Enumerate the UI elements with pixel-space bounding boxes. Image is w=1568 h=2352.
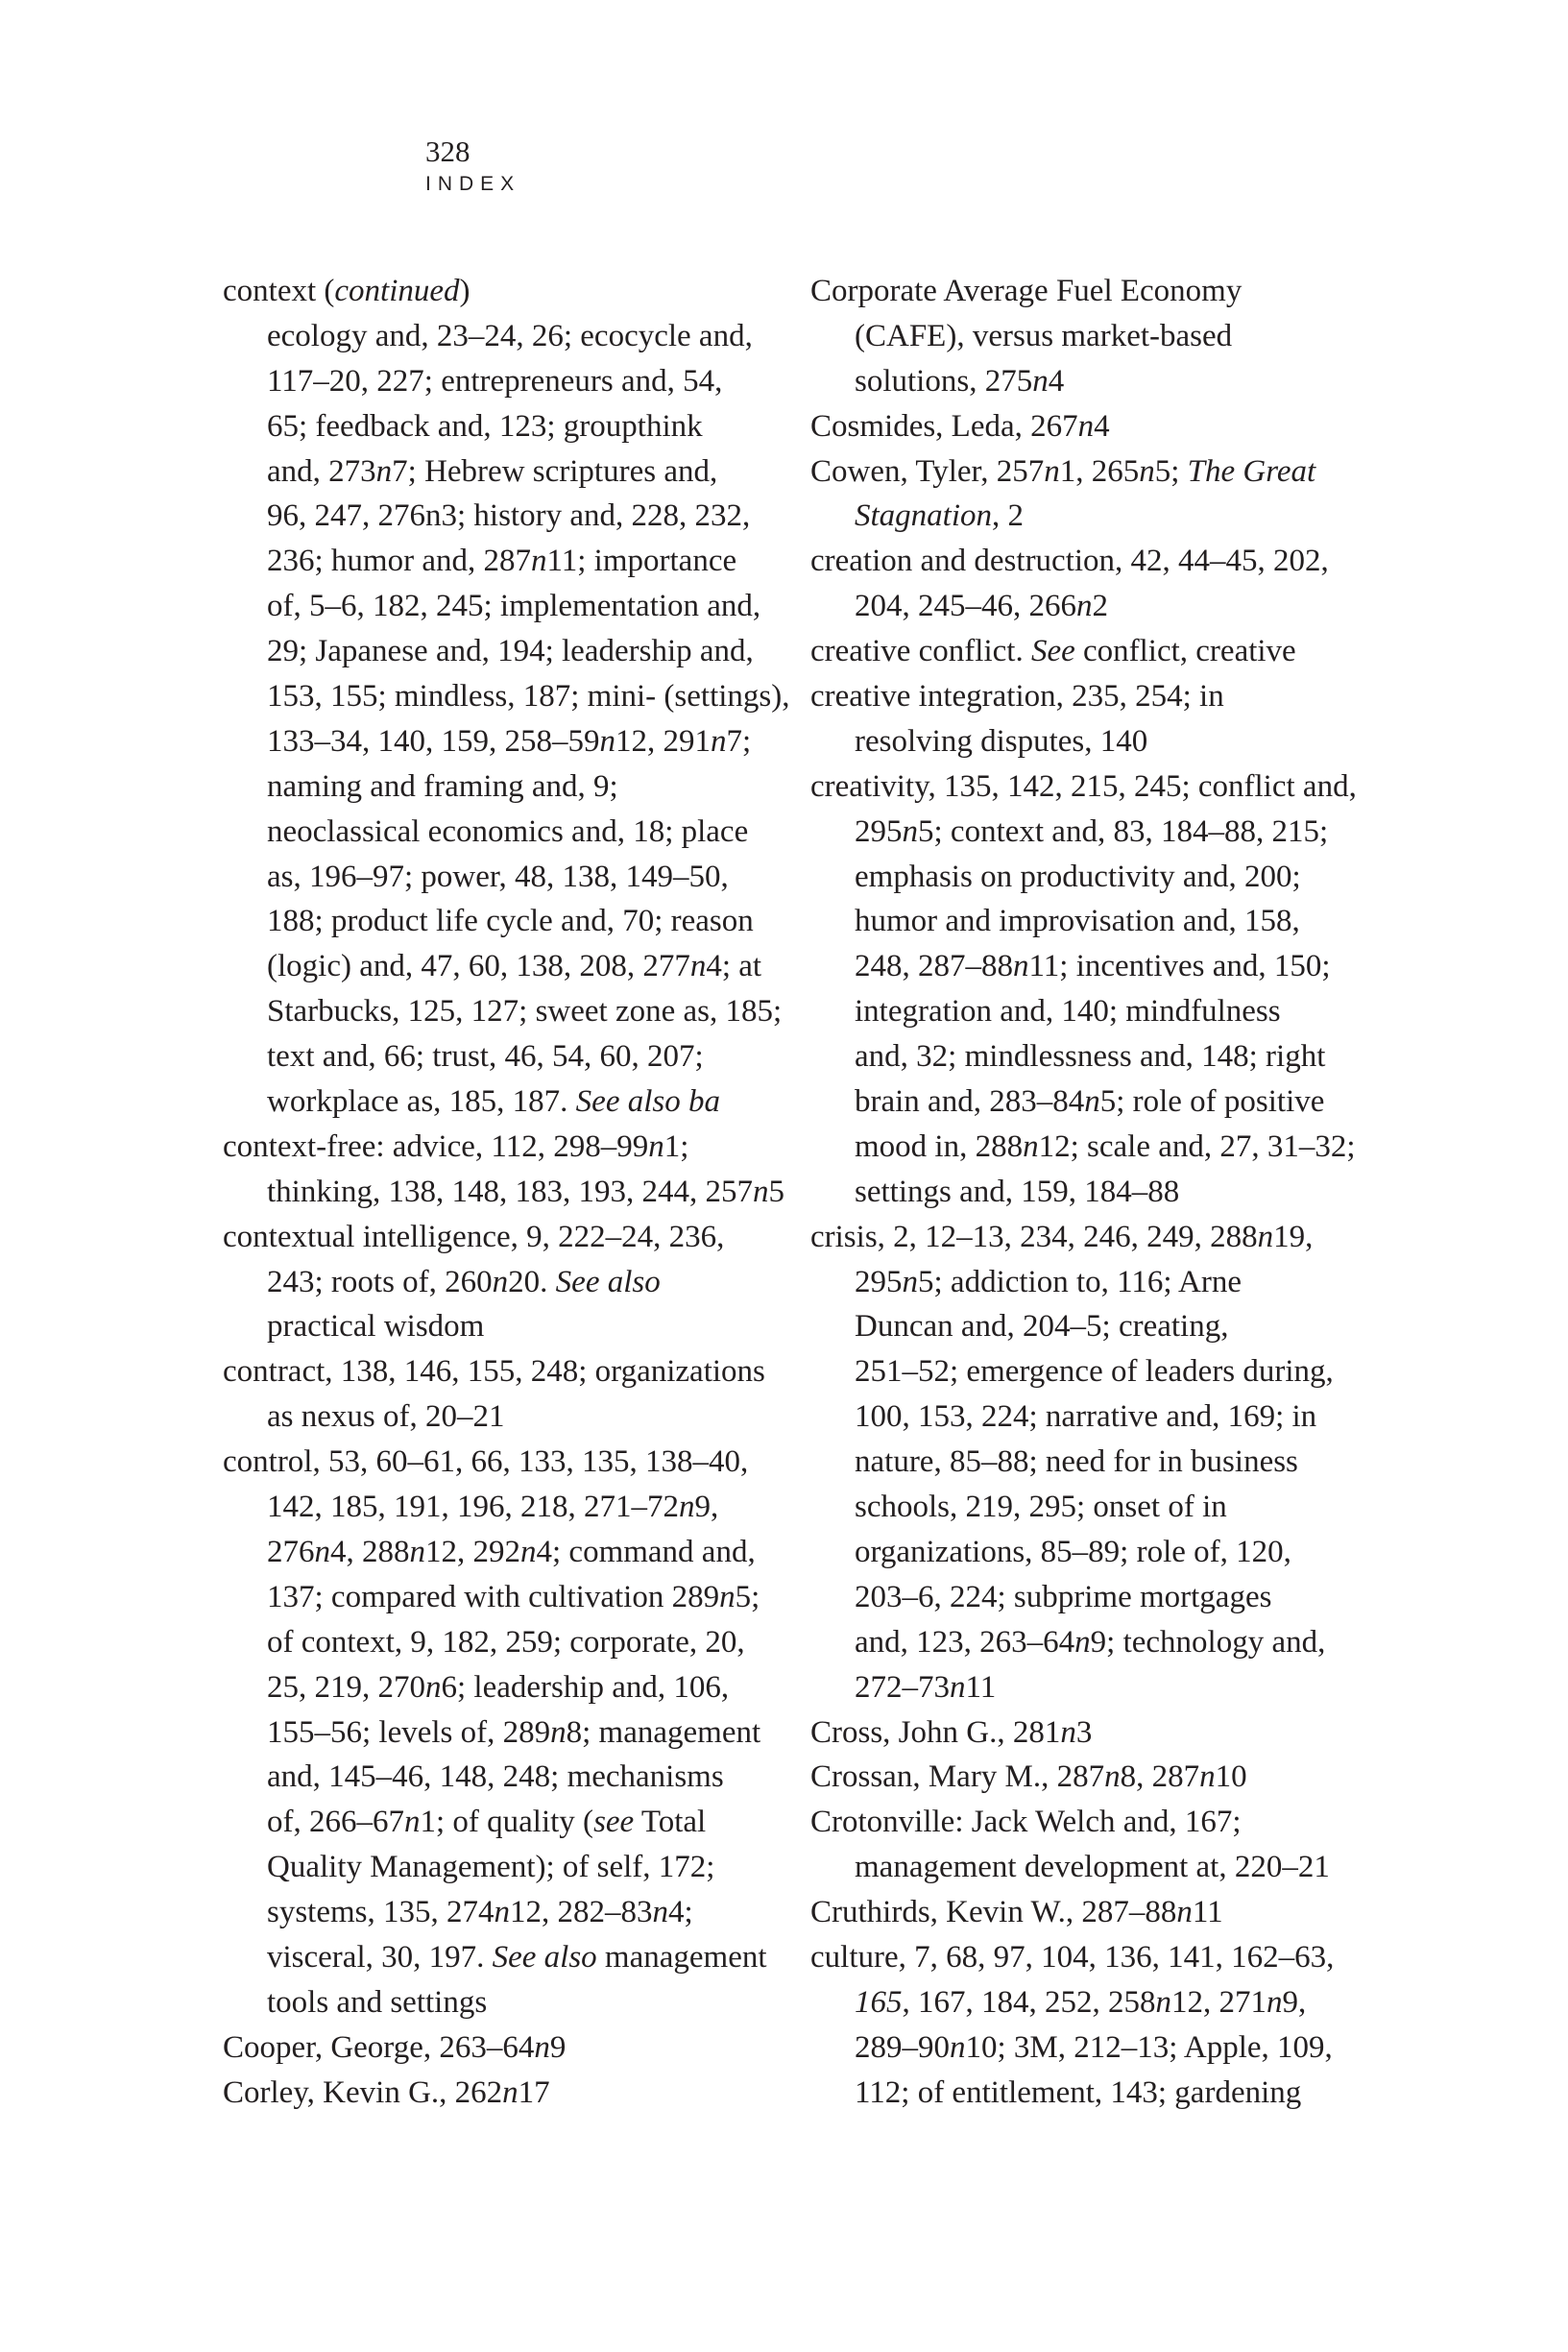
index-subentry-line: 272–73n11	[855, 1669, 997, 1705]
index-entry-line: crisis, 2, 12–13, 234, 246, 249, 288n19,	[810, 1219, 1314, 1254]
index-subentry-line: text and, 66; trust, 46, 54, 60, 207;	[267, 1039, 704, 1075]
index-subentry-line: 96, 247, 276n3; history and, 228, 232,	[267, 498, 751, 534]
index-subentry-line: 117–20, 227; entrepreneurs and, 54,	[267, 363, 723, 399]
index-entry-line: creativity, 135, 142, 215, 245; conflict and,	[810, 768, 1357, 804]
index-subentry-line: emphasis on productivity and, 200;	[855, 859, 1301, 894]
index-entry-line: context (continued)	[223, 274, 470, 308]
index-entry-line: contextual intelligence, 9, 222–24, 236,	[223, 1219, 725, 1254]
index-subentry-line: mood in, 288n12; scale and, 27, 31–32;	[855, 1128, 1356, 1164]
index-subentry-line: solutions, 275n4	[855, 363, 1065, 399]
index-entry-line: Corley, Kevin G., 262n17	[223, 2074, 550, 2110]
index-subentry-line: 100, 153, 224; narrative and, 169; in	[855, 1399, 1317, 1435]
index-subentry-line: and, 145–46, 148, 248; mechanisms	[267, 1759, 724, 1795]
index-subentry-line: as nexus of, 20–21	[267, 1399, 505, 1435]
index-subentry-line: Stagnation, 2	[855, 498, 1025, 534]
index-subentry-line: systems, 135, 274n12, 282–83n4;	[267, 1895, 693, 1930]
index-subentry-line: practical wisdom	[267, 1309, 485, 1345]
index-subentry-line: brain and, 283–84n5; role of positive	[855, 1084, 1325, 1120]
index-entry-line: creation and destruction, 42, 44–45, 202,	[810, 544, 1329, 579]
index-subentry-line: 251–52; emergence of leaders during,	[855, 1354, 1334, 1390]
page-number: 328	[425, 134, 470, 168]
index-subentry-line: integration and, 140; mindfulness	[855, 994, 1281, 1030]
index-subentry-line: tools and settings	[267, 1984, 488, 2020]
index-subentry-line: as, 196–97; power, 48, 138, 149–50,	[267, 859, 729, 894]
index-subentry-line: organizations, 85–89; role of, 120,	[855, 1534, 1291, 1569]
index-subentry-line: resolving disputes, 140	[855, 723, 1148, 759]
index-subentry-line: Duncan and, 204–5; creating,	[855, 1309, 1229, 1345]
index-subentry-line: 142, 185, 191, 196, 218, 271–72n9,	[267, 1490, 719, 1525]
index-subentry-line: ecology and, 23–24, 26; ecocycle and,	[267, 318, 753, 353]
index-subentry-line: 236; humor and, 287n11; importance	[267, 544, 737, 579]
index-subentry-line: 295n5; addiction to, 116; Arne	[855, 1264, 1242, 1299]
index-subentry-line: thinking, 138, 148, 183, 193, 244, 257n5	[267, 1174, 785, 1209]
index-subentry-line: 155–56; levels of, 289n8; management	[267, 1714, 761, 1750]
index-entry-line: contract, 138, 146, 155, 248; organizations	[223, 1354, 765, 1390]
index-subentry-line: 137; compared with cultivation 289n5;	[267, 1579, 760, 1614]
index-entry-line: Crossan, Mary M., 287n8, 287n10	[810, 1759, 1247, 1795]
index-entry-line: Cross, John G., 281n3	[810, 1714, 1093, 1750]
index-subentry-line: 203–6, 224; subprime mortgages	[855, 1579, 1272, 1614]
index-entry-line: control, 53, 60–61, 66, 133, 135, 138–40,	[223, 1444, 749, 1480]
index-subentry-line: (logic) and, 47, 60, 138, 208, 277n4; at	[267, 949, 762, 984]
index-entry-line: Cooper, George, 263–64n9	[223, 2029, 567, 2065]
running-head	[425, 134, 520, 198]
index-subentry-line: 188; product life cycle and, 70; reason	[267, 904, 754, 939]
index-subentry-line: 165, 167, 184, 252, 258n12, 271n9,	[855, 1984, 1307, 2020]
index-subentry-line: workplace as, 185, 187. See also ba	[267, 1084, 720, 1120]
index-subentry-line: 133–34, 140, 159, 258–59n12, 291n7;	[267, 723, 752, 759]
index-column-right	[810, 269, 1358, 2116]
index-entry-line: creative integration, 235, 254; in	[810, 679, 1224, 715]
index-subentry-line: Quality Management); of self, 172;	[267, 1850, 715, 1885]
index-entry-line: Cosmides, Leda, 267n4	[810, 408, 1110, 444]
index-entry-line: Cowen, Tyler, 257n1, 265n5; The Great	[810, 453, 1316, 489]
index-entry-line: context-free: advice, 112, 298–99n1;	[223, 1128, 689, 1164]
section-title: INDEX	[425, 173, 521, 195]
index-subentry-line: 248, 287–88n11; incentives and, 150;	[855, 949, 1331, 984]
index-subentry-line: (CAFE), versus market-based	[855, 318, 1233, 353]
index-subentry-line: 289–90n10; 3M, 212–13; Apple, 109,	[855, 2029, 1333, 2065]
index-subentry-line: of context, 9, 182, 259; corporate, 20,	[267, 1624, 745, 1660]
index-entry-line: creative conflict. See conflict, creative	[810, 634, 1296, 669]
index-subentry-line: 153, 155; mindless, 187; mini- (settings),	[267, 679, 790, 715]
index-entry-line: Cruthirds, Kevin W., 287–88n11	[810, 1895, 1223, 1930]
index-subentry-line: nature, 85–88; need for in business	[855, 1444, 1298, 1480]
index-subentry-line: 112; of entitlement, 143; gardening	[855, 2074, 1302, 2110]
index-subentry-line: humor and improvisation and, 158,	[855, 904, 1300, 939]
index-subentry-line: 65; feedback and, 123; groupthink	[267, 408, 703, 444]
index-subentry-line: and, 32; mindlessness and, 148; right	[855, 1039, 1326, 1075]
index-subentry-line: neoclassical economics and, 18; place	[267, 813, 749, 849]
index-subentry-line: 295n5; context and, 83, 184–88, 215;	[855, 813, 1329, 849]
index-subentry-line: of, 266–67n1; of quality (see Total	[267, 1805, 707, 1840]
index-subentry-line: management development at, 220–21	[855, 1850, 1330, 1885]
index-subentry-line: schools, 219, 295; onset of in	[855, 1490, 1227, 1525]
index-entry-line: Crotonville: Jack Welch and, 167;	[810, 1805, 1242, 1840]
index-subentry-line: of, 5–6, 182, 245; implementation and,	[267, 589, 761, 624]
index-subentry-line: naming and framing and, 9;	[267, 768, 618, 804]
index-subentry-line: 276n4, 288n12, 292n4; command and,	[267, 1534, 756, 1569]
index-subentry-line: 25, 219, 270n6; leadership and, 106,	[267, 1669, 730, 1705]
index-subentry-line: 204, 245–46, 266n2	[855, 589, 1108, 624]
index-subentry-line: and, 273n7; Hebrew scriptures and,	[267, 453, 718, 489]
index-subentry-line: 243; roots of, 260n20. See also	[267, 1264, 661, 1299]
index-entry-line: culture, 7, 68, 97, 104, 136, 141, 162–63,	[810, 1939, 1335, 1975]
index-subentry-line: Starbucks, 125, 127; sweet zone as, 185;	[267, 994, 783, 1030]
index-column-left	[223, 269, 790, 2116]
index-subentry-line: settings and, 159, 184–88	[855, 1174, 1180, 1209]
index-subentry-line: visceral, 30, 197. See also management	[267, 1939, 767, 1975]
index-entry-line: Corporate Average Fuel Economy	[810, 274, 1242, 308]
index-subentry-line: and, 123, 263–64n9; technology and,	[855, 1624, 1326, 1660]
index-subentry-line: 29; Japanese and, 194; leadership and,	[267, 634, 754, 669]
